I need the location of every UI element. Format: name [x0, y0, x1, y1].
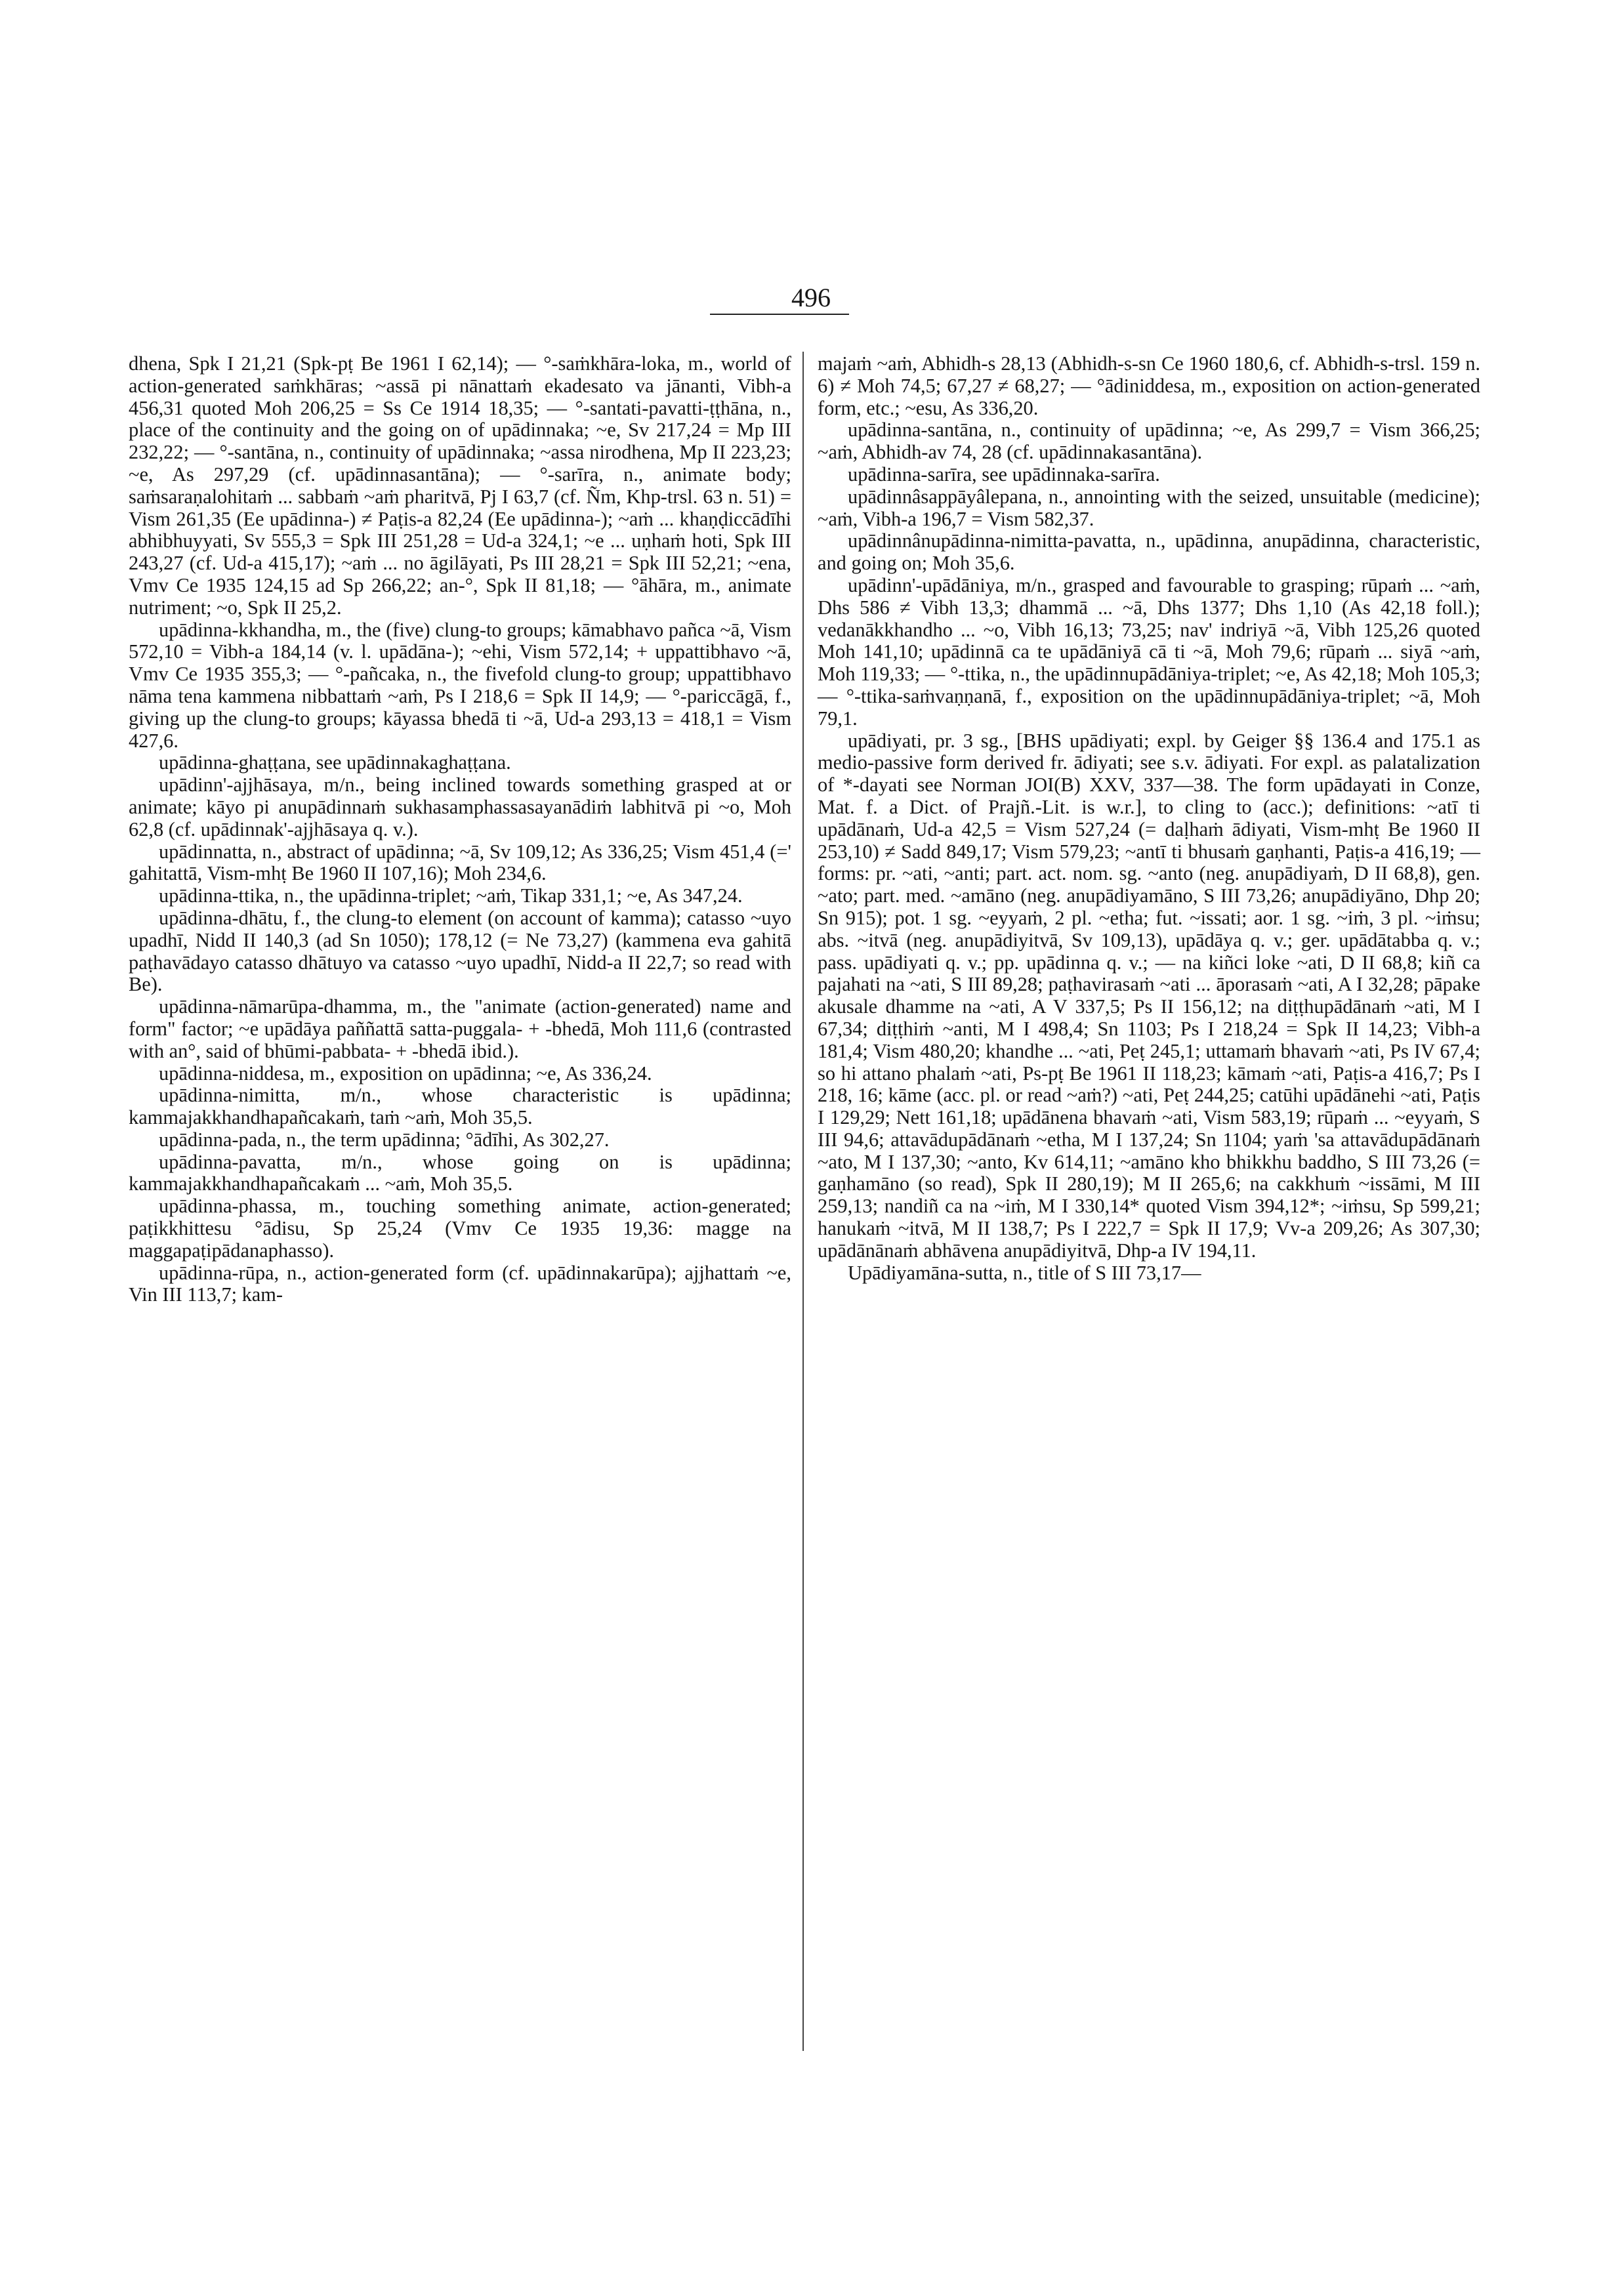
page-number: 496 [791, 283, 831, 312]
dictionary-entry: upādinnatta, n., abstract of upādinna; ~ā, Sv 109,12; As 336,25; Vism 451,4 (=' gahitattā, Vism-mhṭ Be 1960 II 107,16); Moh 234,6. [129, 840, 791, 885]
dictionary-entry: upādinna-niddesa, m., exposition on upādinna; ~e, As 336,24. [159, 1062, 652, 1085]
dictionary-entry: upādinna-phassa, m., touching something animate, action-generated; paṭikkhittesu °ādisu, Sp 25,24 (Vmv Ce 1935 19,36: magge na maggapaṭipādanaphasso). [129, 1195, 791, 1262]
left-column [129, 353, 791, 1306]
dictionary-entry: upādinna-pavatta, m/n., whose going on is upādinna; kammajakkhandhapañcakaṁ ... ~aṁ, Moh 35,5. [129, 1150, 791, 1195]
dictionary-entry: upādinna-ghaṭṭana, see upādinnakaghaṭṭana. [159, 751, 511, 774]
dictionary-entry: upādinna-nimitta, m/n., whose characteristic is upādinna; kammajakkhandhapañcakaṁ, taṁ ~aṁ, Moh 35,5. [129, 1084, 791, 1129]
dictionary-entry: upādinna-nāmarūpa-dhamma, m., the "animate (action-generated) name and form" factor; ~e upādāya paññattā satta-puggala- + -bhedā, Moh 111,6 (contrasted with an°, said of bhūmi-pabbata- + -bhedā ibid.). [129, 995, 791, 1062]
entry-continuation: dhena, Spk I 21,21 (Spk-pṭ Be 1961 I 62,14); — °-saṁkhāra-loka, m., world of action-generated saṁkhāras; ~assā pi nānattaṁ ekadesato va jānanti, Vibh-a 456,31 quoted Moh 206,25 = Ss Ce 1914 18,35; — °-santati-pavatti-ṭṭhāna, n., place of the continuity and the going on of upādinnaka; ~e, Sv 217,24 = Mp III 232,22; — °-santāna, n., continuity of upādinnaka; ~assa nirodhena, Mp II 223,23; ~e, As 297,29 (cf. upādinnasantāna); — °-sarīra, n., animate body; saṁsaraṇalohitaṁ ... sabbaṁ ~aṁ pharitvā, Pj I 63,7 (cf. Ñm, Khp-trsl. 63 n. 51) = Vism 261,35 (Ee upādinna-) ≠ Paṭis-a 82,24 (Ee upādinna-); ~aṁ ... khaṇḍiccādīhi abhibhuyyati, Sv 555,3 = Spk III 251,28 = Ud-a 324,1; ~e ... uṇhaṁ hoti, Spk III 243,27 (cf. Ud-a 415,17); ~aṁ ... no āgilāyati, Ps III 28,21 = Spk III 52,21; ~ena, Vmv Ce 1935 124,15 ad Sp 266,22; an-°, Spk II 81,18; — °āhāra, m., animate nutriment; ~o, Spk II 25,2. [129, 352, 791, 619]
header-rule [710, 314, 849, 315]
right-column [818, 353, 1480, 1284]
dictionary-entry: upādinna-santāna, n., continuity of upādinna; ~e, As 299,7 = Vism 366,25; ~aṁ, Abhidh-av 74, 28 (cf. upādinnakasantāna). [818, 419, 1480, 464]
dictionary-entry: upādinna-dhātu, f., the clung-to element (on account of kamma); catasso ~uyo upadhī, Nidd II 140,3 (ad Sn 1050); 178,12 (= Ne 73,27) (kammena eva gahitā paṭhavādayo catasso dhātuyo va catasso ~uyo upadhī, Nidd-a II 22,7; so read with Be). [129, 906, 791, 996]
column-divider [802, 352, 804, 2051]
dictionary-entry: Upādiyamāna-sutta, n., title of S III 73,17— [848, 1261, 1201, 1284]
dictionary-entry: upādinnânupādinna-nimitta-pavatta, n., upādinna, anupādinna, characteristic, and going on; Moh 35,6. [818, 529, 1480, 575]
dictionary-entry: upādinna-kkhandha, m., the (five) clung-to groups; kāmabhavo pañca ~ā, Vism 572,10 = Vibh-a 184,14 (v. l. upādāna-); ~ehi, Vism 572,14; + uppattibhavo ~ā, Vmv Ce 1935 355,3; — °-pañcaka, n., the fivefold clung-to group; uppattibhavo nāma tena kammena nibbattaṁ ~aṁ, Ps I 218,6 = Spk II 14,9; — °-pariccāgā, f., giving up the clung-to groups; kāyassa bhedā ti ~ā, Ud-a 293,13 = 418,1 = Vism 427,6. [129, 618, 791, 752]
dictionary-entry: upādinn'-ajjhāsaya, m/n., being inclined towards something grasped at or animate; kāyo pi anupādinnaṁ sukhasamphassasayanādiṁ labhitvā pi ~o, Moh 62,8 (cf. upādinnak'-ajjhāsaya q. v.). [129, 774, 791, 840]
dictionary-entry: upādiyati, pr. 3 sg., [BHS upādiyati; expl. by Geiger §§ 136.4 and 175.1 as medio-passive form derived fr. ādiyati; see s.v. ādiyati. For expl. as palatalization of *-dayati see Norman JOI(B) XXV, 337—38. The form upādayati in Conze, Mat. f. a Dict. of Prajñ.-Lit. is w.r.], to cling to (acc.); definitions: ~atī ti upādānaṁ, Ud-a 42,5 = Vism 527,24 (= daḷhaṁ ādiyati, Vism-mhṭ Be 1960 II 253,10) ≠ Sadd 849,17; Vism 579,23; ~antī ti bhusaṁ gaṇhanti, Paṭis-a 416,19; — forms: pr. ~ati, ~anti; part. act. nom. sg. ~anto (neg. anupādiyaṁ, D II 68,8), gen. ~ato; part. med. ~amāno (neg. anupādiyamāno, S III 73,26; anupādiyāno, Dhp 20; Sn 915); pot. 1 sg. ~eyyaṁ, 2 pl. ~etha; fut. ~issati; aor. 1 sg. ~iṁ, 3 pl. ~iṁsu; abs. ~itvā (neg. anupādiyitvā, Sv 109,13), upādāya q. v.; ger. upādātabba q. v.; pass. upādiyati q. v.; pp. upādinna q. v.; — na kiñci loke ~ati, D II 68,8; kiñ ca pajahati na ~ati, S III 89,28; paṭhavirasaṁ ~ati ... āporasaṁ ~ati, A I 32,28; pāpake akusale dhamme na ~ati, A V 337,5; Ps II 156,12; na diṭṭhupādānaṁ ~ati, M I 67,34; diṭṭhiṁ ~anti, M I 498,4; Sn 1103; Ps I 218,24 = Spk II 14,23; Vibh-a 181,4; Vism 480,20; khandhe ... ~ati, Peṭ 245,1; uttamaṁ bhavaṁ ~ati, Ps IV 67,4; so hi attano phalaṁ ~ati, Ps-pṭ Be 1961 II 118,23; kāmaṁ ~ati, Paṭis-a 416,7; Ps I 218, 16; kāme (acc. pl. or read ~aṁ?) ~ati, Peṭ 244,25; catūhi upādānehi ~ati, Paṭis I 129,29; Nett 161,18; upādānena bhavaṁ ~ati, Vism 583,19; rūpaṁ ... ~eyyaṁ, S III 94,6; attavādupādānaṁ ~etha, M I 137,24; Sn 1104; yaṁ 'sa attavādupādānaṁ ~ato, M I 137,30; ~anto, Kv 614,11; ~amāno kho bhikkhu baddho, S III 73,26 (= gaṇhamāno (so read), Spk II 280,19); M II 265,6; na cakkhuṁ ~issāmi, M III 259,13; nandiñ ca na ~iṁ, M I 330,14* quoted Vism 394,12*; ~iṁsu, Sp 599,21; hanukaṁ ~itvā, M II 138,7; Ps I 222,7 = Spk II 17,9; Vv-a 209,26; As 307,30; upādānānaṁ abhāvena anupādiyitvā, Dhp-a IV 194,11. [818, 729, 1480, 1262]
dictionary-entry: upādinna-sarīra, see upādinnaka-sarīra. [848, 463, 1160, 486]
dictionary-entry: upādinnâsappāyâlepana, n., annointing with the seized, unsuitable (medicine); ~aṁ, Vibh-a 196,7 = Vism 582,37. [818, 485, 1480, 530]
dictionary-entry: upādinna-rūpa, n., action-generated form (cf. upādinnakarūpa); ajjhattaṁ ~e, Vin III 113,7; kam- [129, 1261, 791, 1306]
dictionary-entry: upādinn'-upādāniya, m/n., grasped and favourable to grasping; rūpaṁ ... ~aṁ, Dhs 586 ≠ Vibh 13,3; dhammā ... ~ā, Dhs 1377; Dhs 1,10 (As 42,18 foll.); vedanākkhandho ... ~o, Vibh 16,13; 73,25; nav' indriyā ~ā, Vibh 125,26 quoted Moh 141,10; upādinnā ca te upādāniyā cā ti ~ā, Moh 79,6; rūpaṁ ... siyā ~aṁ, Moh 119,33; — °-ttika, n., the upādinnupādāniya-triplet; ~e, As 42,18; Moh 105,3; — °-ttika-saṁvaṇṇanā, f., exposition on the upādinnupādāniya-triplet; ~ā, Moh 79,1. [818, 573, 1480, 730]
dictionary-entry: upādinna-ttika, n., the upādinna-triplet; ~aṁ, Tikap 331,1; ~e, As 347,24. [159, 884, 743, 907]
dictionary-entry: upādinna-pada, n., the term upādinna; °ādīhi, As 302,27. [159, 1128, 610, 1151]
entry-continuation: majaṁ ~aṁ, Abhidh-s 28,13 (Abhidh-s-sn Ce 1960 180,6, cf. Abhidh-s-trsl. 159 n. 6) ≠ Moh 74,5; 67,27 ≠ 68,27; — °ādiniddesa, m., exposition on action-generated form, etc.; ~esu, As 336,20. [818, 352, 1480, 419]
